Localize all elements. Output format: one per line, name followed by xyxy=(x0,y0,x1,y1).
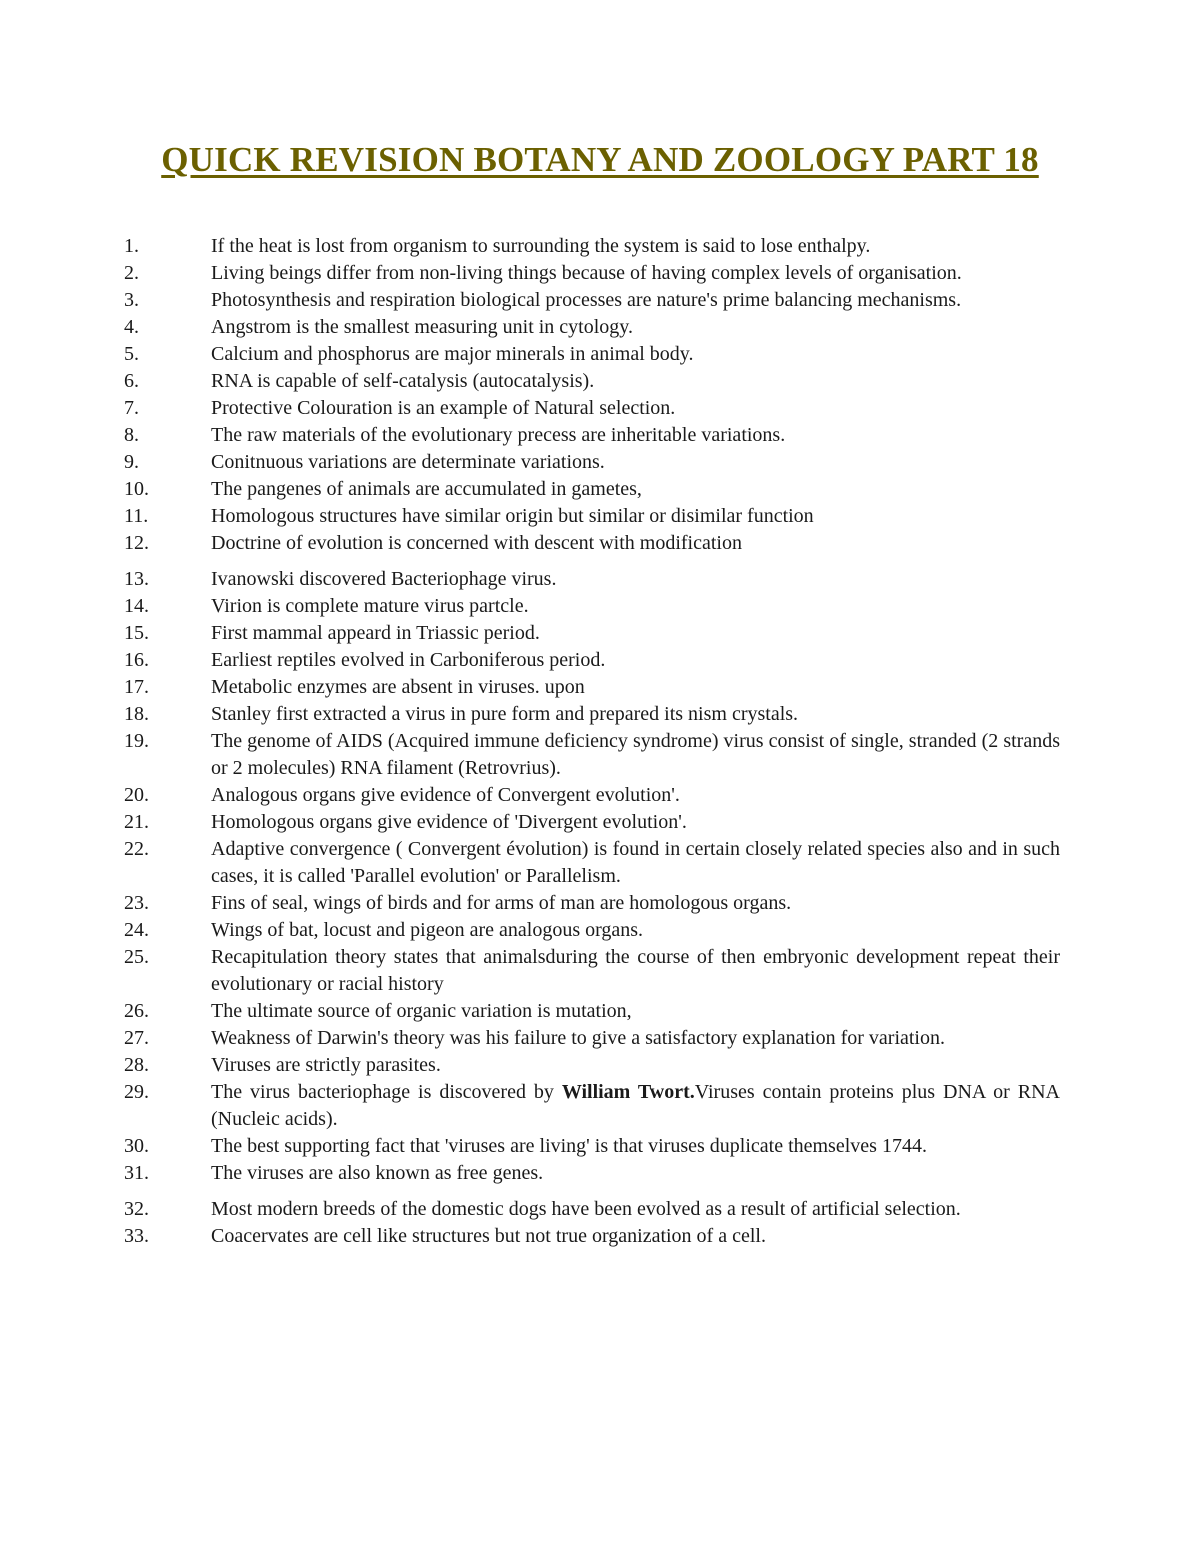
item-number: 31. xyxy=(124,1162,149,1184)
item-text: The best supporting fact that 'viruses are living' is that viruses duplicate themselves 1744. xyxy=(211,1135,927,1157)
list-item xyxy=(0,593,1060,620)
item-text-bold-name: William Twort. xyxy=(561,1081,695,1103)
list-item xyxy=(0,503,1060,530)
item-number: 21. xyxy=(124,811,149,833)
item-number: 23. xyxy=(124,892,149,914)
item-number: 30. xyxy=(124,1135,149,1157)
item-text: Doctrine of evolution is concerned with descent with modification xyxy=(211,532,742,554)
item-text: Virion is complete mature virus partcle. xyxy=(211,595,529,617)
list-item xyxy=(0,728,1060,782)
list-item xyxy=(0,1223,1060,1250)
list-item xyxy=(0,674,1060,701)
list-item xyxy=(0,836,1060,890)
item-text: Photosynthesis and respiration biological processes are nature's prime balancing mechanisms. xyxy=(211,289,962,311)
item-text-end: Viruses contain proteins plus DNA or RNA (Nucleic acids). xyxy=(211,1081,1060,1130)
item-text: Calcium and phosphorus are major minerals in animal body. xyxy=(211,343,694,365)
item-number: 32. xyxy=(124,1198,149,1220)
item-number: 10. xyxy=(124,478,149,500)
item-text: Viruses are strictly parasites. xyxy=(211,1054,441,1076)
item-number: 17. xyxy=(124,676,149,698)
item-text: Angstrom is the smallest measuring unit in cytology. xyxy=(211,316,633,338)
item-text: Adaptive convergence ( Convergent évolution) is found in certain closely related species also and in such cases, it is called 'Parallel evolution' or Parallelism. xyxy=(211,838,1060,887)
item-text: First mammal appeard in Triassic period. xyxy=(211,622,540,644)
list-item xyxy=(0,1196,1060,1223)
list-item xyxy=(0,782,1060,809)
item-text: Conitnuous variations are determinate variations. xyxy=(211,451,605,473)
item-number: 26. xyxy=(124,1000,149,1022)
list-item xyxy=(0,1133,1060,1160)
item-text: The viruses are also known as free genes. xyxy=(211,1162,544,1184)
item-number: 11. xyxy=(124,505,149,527)
list-item xyxy=(0,809,1060,836)
item-text: Recapitulation theory states that animalsduring the course of then embryonic development repeat their evolutionary or racial history xyxy=(211,946,1060,995)
item-text: The ultimate source of organic variation is mutation, xyxy=(211,1000,632,1022)
item-text: Living beings differ from non-living things because of having complex levels of organisation. xyxy=(211,262,962,284)
page-title: QUICK REVISION BOTANY AND ZOOLOGY PART 18 xyxy=(161,140,1039,179)
item-number: 16. xyxy=(124,649,149,671)
list-item xyxy=(0,701,1060,728)
list-item xyxy=(0,998,1060,1025)
list-item xyxy=(0,566,1060,593)
item-text: Protective Colouration is an example of Natural selection. xyxy=(211,397,676,419)
item-text: Stanley first extracted a virus in pure form and prepared its nism crystals. xyxy=(211,703,799,725)
item-text: Analogous organs give evidence of Convergent evolution'. xyxy=(211,784,680,806)
item-number: 3. xyxy=(124,289,139,311)
item-text: Homologous organs give evidence of 'Divergent evolution'. xyxy=(211,811,687,833)
item-text: Ivanowski discovered Bacteriophage virus. xyxy=(211,568,557,590)
list-item xyxy=(0,1079,1060,1133)
item-number: 9. xyxy=(124,451,139,473)
list-item xyxy=(0,287,1060,314)
item-number: 22. xyxy=(124,838,149,860)
list-item xyxy=(0,647,1060,674)
revision-list xyxy=(0,233,1200,1250)
list-item xyxy=(0,395,1060,422)
item-number: 27. xyxy=(124,1027,149,1049)
list-item xyxy=(0,422,1060,449)
item-text: The pangenes of animals are accumulated in gametes, xyxy=(211,478,642,500)
item-number: 13. xyxy=(124,568,149,590)
list-item xyxy=(0,890,1060,917)
item-number: 25. xyxy=(124,946,149,968)
item-number: 2. xyxy=(124,262,139,284)
item-number: 19. xyxy=(124,730,149,752)
list-item xyxy=(0,314,1060,341)
list-item xyxy=(0,1160,1060,1187)
list-item xyxy=(0,1025,1060,1052)
list-item xyxy=(0,944,1060,998)
item-number: 12. xyxy=(124,532,149,554)
item-text: Metabolic enzymes are absent in viruses. upon xyxy=(211,676,585,698)
list-item xyxy=(0,260,1060,287)
list-item xyxy=(0,233,1060,260)
item-text: Weakness of Darwin's theory was his failure to give a satisfactory explanation for variation. xyxy=(211,1027,945,1049)
list-item xyxy=(0,917,1060,944)
item-number: 20. xyxy=(124,784,149,806)
list-item xyxy=(0,476,1060,503)
list-item xyxy=(0,530,1060,557)
list-item xyxy=(0,341,1060,368)
item-text: Coacervates are cell like structures but not true organization of a cell. xyxy=(211,1225,766,1247)
item-number: 6. xyxy=(124,370,139,392)
item-number: 1. xyxy=(124,235,139,257)
item-number: 5. xyxy=(124,343,139,365)
item-text xyxy=(211,1081,1060,1130)
item-text: Homologous structures have similar origin but similar or disimilar function xyxy=(211,505,814,527)
list-item xyxy=(0,449,1060,476)
item-number: 15. xyxy=(124,622,149,644)
item-text: Wings of bat, locust and pigeon are analogous organs. xyxy=(211,919,644,941)
item-text: The raw materials of the evolutionary precess are inheritable variations. xyxy=(211,424,786,446)
list-item xyxy=(0,368,1060,395)
item-number: 33. xyxy=(124,1225,149,1247)
item-text-start: The virus bacteriophage is discovered by xyxy=(211,1081,562,1103)
item-number: 8. xyxy=(124,424,139,446)
item-text: RNA is capable of self-catalysis (autocatalysis). xyxy=(211,370,595,392)
item-text: Fins of seal, wings of birds and for arms of man are homologous organs. xyxy=(211,892,792,914)
item-number: 28. xyxy=(124,1054,149,1076)
item-number: 18. xyxy=(124,703,149,725)
item-number: 14. xyxy=(124,595,149,617)
item-text: The genome of AIDS (Acquired immune deficiency syndrome) virus consist of single, stranded (2 strands or 2 molecules) RNA filament (Retrovrius). xyxy=(211,730,1060,779)
item-number: 24. xyxy=(124,919,149,941)
item-text: Earliest reptiles evolved in Carboniferous period. xyxy=(211,649,606,671)
item-number: 29. xyxy=(124,1081,149,1103)
list-item xyxy=(0,620,1060,647)
item-text: If the heat is lost from organism to surrounding the system is said to lose enthalpy. xyxy=(211,235,871,257)
item-text: Most modern breeds of the domestic dogs have been evolved as a result of artificial selection. xyxy=(211,1198,961,1220)
item-number: 7. xyxy=(124,397,139,419)
list-item xyxy=(0,1052,1060,1079)
item-number: 4. xyxy=(124,316,139,338)
